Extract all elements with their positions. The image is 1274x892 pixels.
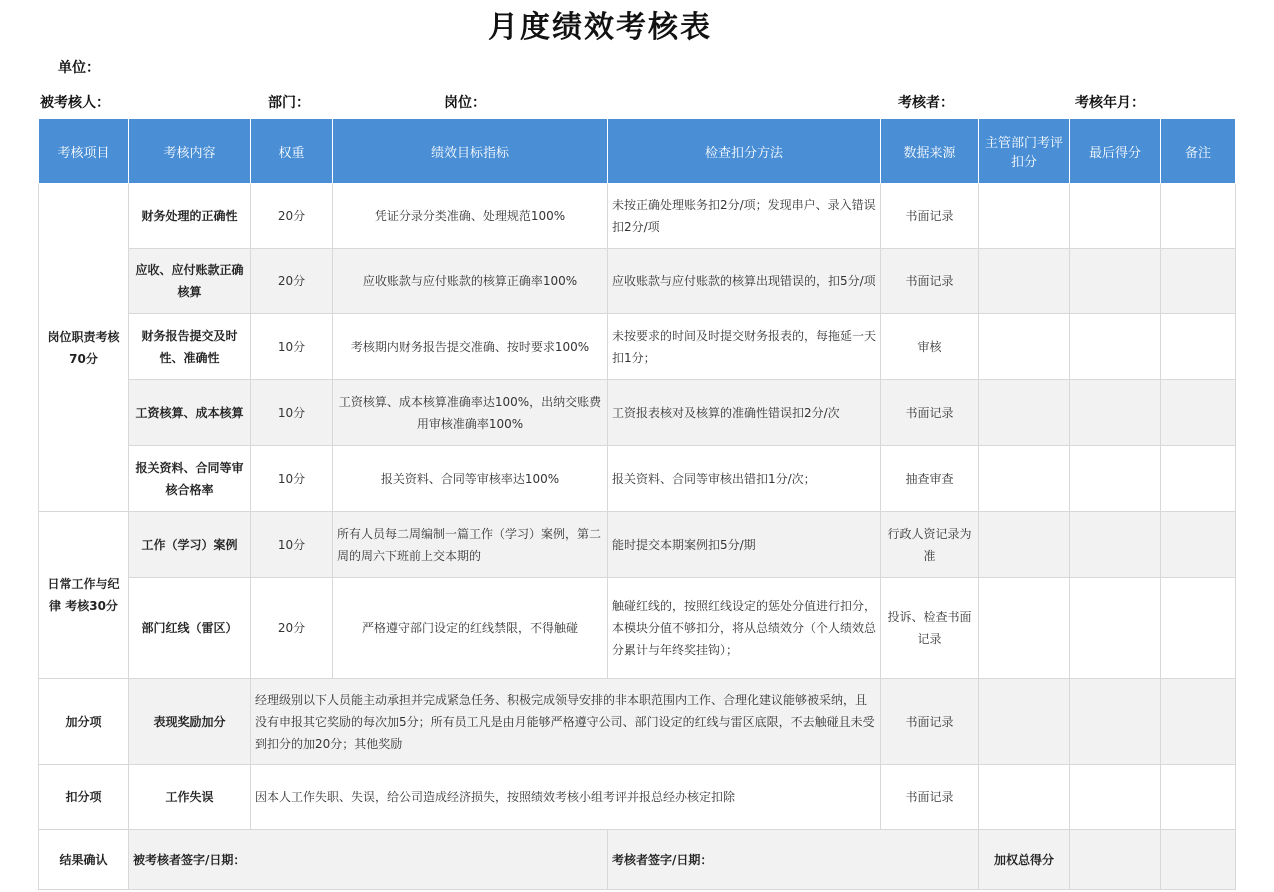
section-bonus: 加分项 — [39, 679, 129, 765]
score-cell[interactable] — [979, 249, 1070, 314]
col-header: 考核项目 — [39, 119, 129, 184]
row-source: 书面记录 — [881, 679, 979, 765]
section-daily: 日常工作与纪律 考核30分 — [39, 512, 129, 679]
row-method: 应收账款与应付账款的核算出现错误的，扣5分/项 — [608, 249, 881, 314]
col-header: 考核内容 — [129, 119, 251, 184]
table-row — [39, 765, 1236, 830]
row-source: 行政人资记录为准 — [881, 512, 979, 578]
score-cell[interactable] — [1070, 578, 1161, 679]
col-header: 最后得分 — [1070, 119, 1161, 184]
assessee-label: 被考核人： — [40, 95, 110, 111]
row-content: 部门红线（雷区） — [129, 578, 251, 679]
row-target: 所有人员每二周编制一篇工作（学习）案例，第二周的周六下班前上交本期的 — [333, 512, 608, 578]
row-source: 投诉、检查书面记录 — [881, 578, 979, 679]
col-header: 绩效目标指标 — [333, 119, 608, 184]
row-method: 工资报表核对及核算的准确性错误扣2分/次 — [608, 380, 881, 446]
note-cell[interactable] — [1161, 184, 1236, 249]
note-cell[interactable] — [1161, 380, 1236, 446]
note-cell[interactable] — [1161, 830, 1236, 890]
row-source: 书面记录 — [881, 765, 979, 830]
score-cell[interactable] — [1070, 679, 1161, 765]
score-cell[interactable] — [1070, 446, 1161, 512]
row-target: 工资核算、成本核算准确率达100%，出纳交账费用审核准确率100% — [333, 380, 608, 446]
table-row — [39, 679, 1236, 765]
table-row — [39, 314, 1236, 380]
row-weight: 10分 — [251, 380, 333, 446]
score-cell[interactable] — [979, 679, 1070, 765]
row-method: 能时提交本期案例扣5分/期 — [608, 512, 881, 578]
header-row — [39, 119, 1236, 184]
score-cell[interactable] — [1070, 512, 1161, 578]
assessee-sign[interactable]: 被考核者签字/日期： — [129, 830, 608, 890]
row-source: 抽查审查 — [881, 446, 979, 512]
row-content: 应收、应付账款正确核算 — [129, 249, 251, 314]
score-cell[interactable] — [979, 578, 1070, 679]
assessment-table — [38, 118, 1236, 890]
department-label: 部门： — [268, 95, 310, 111]
row-target: 考核期内财务报告提交准确、按时要求100% — [333, 314, 608, 380]
score-cell[interactable] — [979, 380, 1070, 446]
row-method: 报关资料、合同等审核出错扣1分/次； — [608, 446, 881, 512]
unit-label: 单位： — [58, 60, 100, 76]
row-source: 书面记录 — [881, 249, 979, 314]
row-text: 经理级别以下人员能主动承担并完成紧急任务、积极完成领导安排的非本职范围内工作、合理化建议能够被采纳，且没有申报其它奖励的每次加5分；所有员工凡是由月能够严格遵守公司、部门设定的红线与雷区底限，不去触碰且未受到扣分的加20分；其他奖励 — [251, 679, 881, 765]
section-penalty: 扣分项 — [39, 765, 129, 830]
row-method: 触碰红线的，按照红线设定的惩处分值进行扣分，本模块分值不够扣分，将从总绩效分（个人绩效总分累计与年终奖挂钩）； — [608, 578, 881, 679]
row-content: 财务报告提交及时性、准确性 — [129, 314, 251, 380]
row-weight: 10分 — [251, 512, 333, 578]
score-cell[interactable] — [1070, 184, 1161, 249]
row-content: 工作失误 — [129, 765, 251, 830]
col-header: 检查扣分方法 — [608, 119, 881, 184]
note-cell[interactable] — [1161, 446, 1236, 512]
row-target: 凭证分录分类准确、处理规范100% — [333, 184, 608, 249]
score-cell[interactable] — [979, 512, 1070, 578]
row-content: 表现奖励加分 — [129, 679, 251, 765]
score-cell[interactable] — [1070, 249, 1161, 314]
table-row — [39, 578, 1236, 679]
note-cell[interactable] — [1161, 512, 1236, 578]
col-header: 权重 — [251, 119, 333, 184]
note-cell[interactable] — [1161, 314, 1236, 380]
row-source: 书面记录 — [881, 380, 979, 446]
table-row — [39, 184, 1236, 249]
note-cell[interactable] — [1161, 578, 1236, 679]
year-month-label: 考核年月： — [1075, 95, 1145, 111]
table-row — [39, 446, 1236, 512]
note-cell[interactable] — [1161, 765, 1236, 830]
row-weight: 20分 — [251, 184, 333, 249]
row-content: 报关资料、合同等审核合格率 — [129, 446, 251, 512]
total-cell[interactable] — [1070, 830, 1161, 890]
section-confirm: 结果确认 — [39, 830, 129, 890]
table-row — [39, 512, 1236, 578]
note-cell[interactable] — [1161, 679, 1236, 765]
row-text: 因本人工作失职、失误，给公司造成经济损失，按照绩效考核小组考评并报总经办核定扣除 — [251, 765, 881, 830]
table-row — [39, 830, 1236, 890]
row-method: 未按正确处理账务扣2分/项；发现串户、录入错误扣2分/项 — [608, 184, 881, 249]
score-cell[interactable] — [979, 765, 1070, 830]
score-cell[interactable] — [1070, 380, 1161, 446]
score-cell[interactable] — [979, 446, 1070, 512]
row-method: 未按要求的时间及时提交财务报表的，每拖延一天扣1分； — [608, 314, 881, 380]
row-weight: 20分 — [251, 249, 333, 314]
score-cell[interactable] — [979, 314, 1070, 380]
page-title: 月度绩效考核表 — [488, 10, 712, 45]
assessor-label: 考核者： — [898, 95, 954, 111]
row-weight: 20分 — [251, 578, 333, 679]
score-cell[interactable] — [979, 184, 1070, 249]
row-content: 工作（学习）案例 — [129, 512, 251, 578]
score-cell[interactable] — [1070, 765, 1161, 830]
row-content: 工资核算、成本核算 — [129, 380, 251, 446]
row-weight: 10分 — [251, 314, 333, 380]
table-row — [39, 380, 1236, 446]
note-cell[interactable] — [1161, 249, 1236, 314]
score-cell[interactable] — [1070, 314, 1161, 380]
row-source: 审核 — [881, 314, 979, 380]
row-target: 报关资料、合同等审核率达100% — [333, 446, 608, 512]
col-header: 备注 — [1161, 119, 1236, 184]
row-content: 财务处理的正确性 — [129, 184, 251, 249]
section-job: 岗位职责考核70分 — [39, 184, 129, 512]
table-row — [39, 249, 1236, 314]
col-header: 数据来源 — [881, 119, 979, 184]
row-target: 应收账款与应付账款的核算正确率100% — [333, 249, 608, 314]
assessor-sign[interactable]: 考核者签字/日期： — [608, 830, 979, 890]
row-weight: 10分 — [251, 446, 333, 512]
col-header: 主管部门考评扣分 — [979, 119, 1070, 184]
row-target: 严格遵守部门设定的红线禁限，不得触碰 — [333, 578, 608, 679]
row-source: 书面记录 — [881, 184, 979, 249]
post-label: 岗位： — [444, 95, 486, 111]
total-label: 加权总得分 — [979, 830, 1070, 890]
